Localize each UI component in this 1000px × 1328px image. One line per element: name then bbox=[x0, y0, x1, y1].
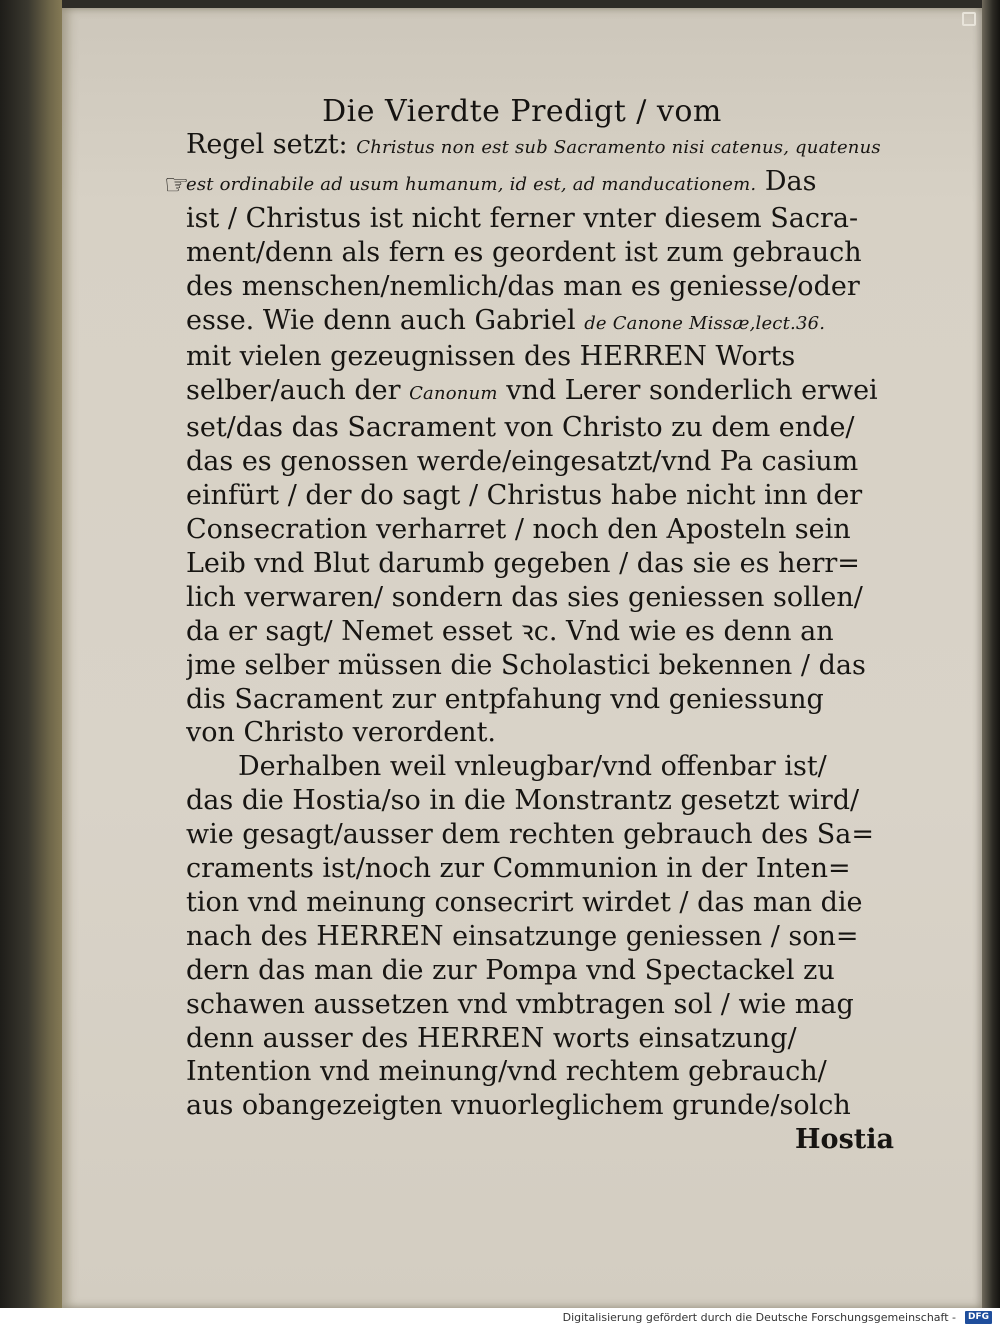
text-line bbox=[186, 165, 916, 202]
text-segment: Das bbox=[756, 165, 817, 197]
text-line bbox=[186, 304, 916, 341]
book-gutter bbox=[0, 0, 62, 1308]
text-line: des menschen/nemlich/das man es geniesse/oder bbox=[186, 270, 860, 302]
latin-quotation: est ordinabile ad usum humanum, id est, ad manducationem. bbox=[186, 173, 757, 195]
text-line: da er sagt/ Nemet esset ꝛc. Vnd wie es denn an bbox=[186, 615, 834, 647]
text-line: das die Hostia/so in die Monstrantz gesetzt wird/ bbox=[186, 785, 860, 817]
text-line: Leib vnd Blut darumb gegeben / das sie es herr= bbox=[186, 547, 860, 579]
text-line: wie gesagt/ausser dem rechten gebrauch des Sa= bbox=[186, 819, 875, 851]
text-line: Consecration verharret / noch den Aposteln sein bbox=[186, 513, 851, 545]
text-segment: selber/auch der bbox=[186, 375, 410, 407]
text-line: Derhalben weil vnleugbar/vnd offenbar ist/ bbox=[238, 751, 827, 783]
dfg-logo-icon: DFG bbox=[965, 1311, 992, 1324]
text-line: Intention vnd meinung/vnd rechtem gebrauch/ bbox=[186, 1056, 827, 1088]
text-line: lich verwaren/ sondern das sies geniessen sollen/ bbox=[186, 581, 863, 613]
latin-quotation: Christus non est sub Sacramento nisi catenus, quatenus bbox=[356, 137, 881, 158]
text-line: einfürt / der do sagt / Christus habe nicht inn der bbox=[186, 480, 863, 512]
latin-quotation: Canonum bbox=[409, 383, 498, 405]
text-segment: Regel setzt: bbox=[186, 129, 357, 160]
text-line: schawen aussetzen vnd vmbtragen sol / wie mag bbox=[186, 988, 854, 1020]
latin-quotation: de Canone Missæ,lect.36. bbox=[584, 312, 826, 334]
text-line bbox=[186, 374, 916, 411]
scan-corner-mark bbox=[962, 12, 976, 26]
text-line: craments ist/noch zur Communion in der Inten= bbox=[186, 853, 851, 885]
text-line: jme selber müssen die Scholastici bekennen / das bbox=[186, 649, 866, 681]
text-line: denn ausser des HERREN worts einsatzung/ bbox=[186, 1022, 797, 1054]
footer-bar bbox=[0, 1308, 1000, 1328]
text-segment: vnd Lerer sonderlich erwei bbox=[497, 375, 878, 407]
text-line: ment/denn als fern es geordent ist zum gebrauch bbox=[186, 236, 862, 268]
text-line: tion vnd meinung consecrirt wirdet / das man die bbox=[186, 886, 863, 918]
catchword: Hostia bbox=[795, 1124, 894, 1156]
footer-credit: Digitalisierung gefördert durch die Deutsche Forschungsgemeinschaft - bbox=[562, 1311, 956, 1324]
text-line: dis Sacrament zur entpfahung vnd geniessung bbox=[186, 683, 824, 715]
margin-hand-icon: ☞ bbox=[164, 168, 190, 201]
text-line: ist / Christus ist nicht ferner vnter diesem Sacra- bbox=[186, 202, 859, 234]
book-edge bbox=[982, 0, 1000, 1308]
text-line: aus obangezeigten vnuorleglichem grunde/solch bbox=[186, 1090, 851, 1122]
body-text bbox=[186, 128, 916, 1157]
text-segment: esse. Wie denn auch Gabriel bbox=[186, 304, 585, 336]
text-line: dern das man die zur Pompa vnd Spectackel zu bbox=[186, 954, 835, 986]
text-line bbox=[186, 128, 916, 165]
text-line: von Christo verordent. bbox=[186, 717, 496, 749]
text-line: das es genossen werde/eingesatzt/vnd Pa casium bbox=[186, 446, 859, 478]
text-line: mit vielen gezeugnissen des HERREN Worts bbox=[186, 341, 796, 373]
text-line: nach des HERREN einsatzunge geniessen / son= bbox=[186, 920, 859, 952]
running-head: Die Vierdte Predigt / vom bbox=[322, 94, 722, 129]
text-line: set/das das Sacrament von Christo zu dem ende/ bbox=[186, 412, 855, 444]
